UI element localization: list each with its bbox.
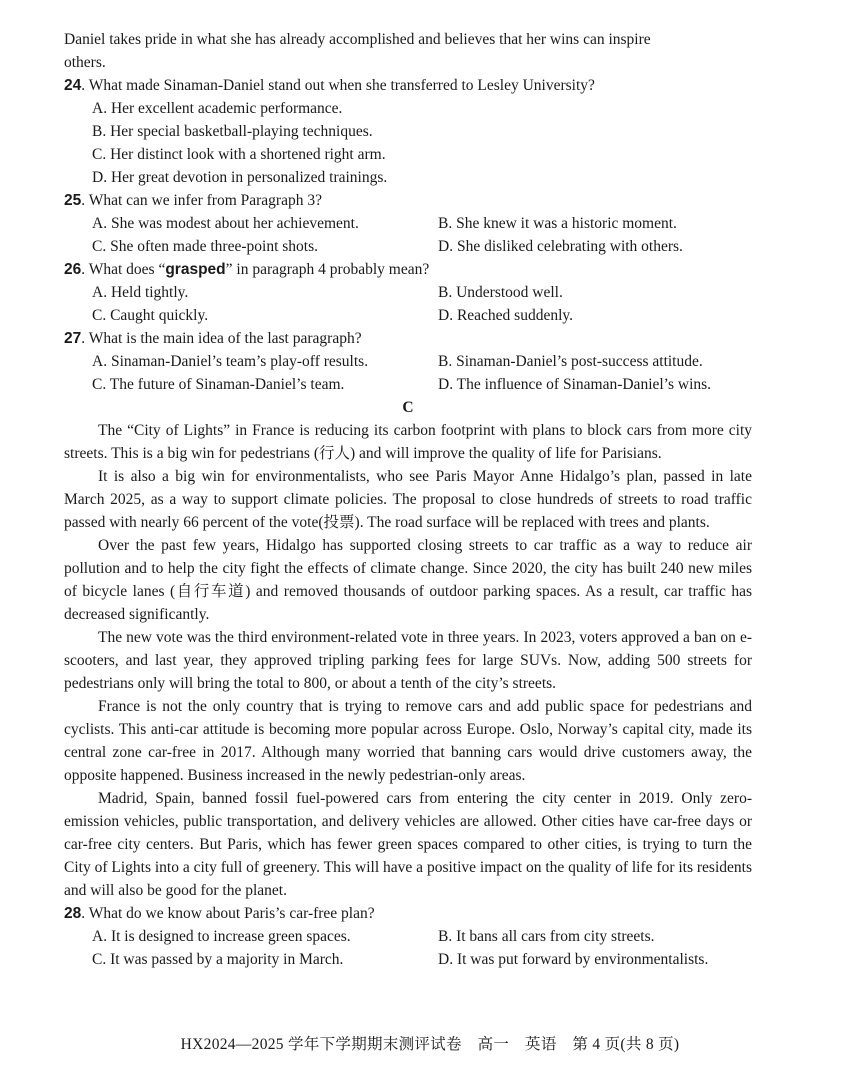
question-28 <box>64 902 752 971</box>
passage-paragraph: The new vote was the third environment-related vote in three years. In 2023, voters approved a ban on e-scooters, and last year, they approved tripling parking fees for large SUVs. Now, adding 500 streets for pedestrians only will bring the total to 800, or about a tenth of the city’s streets. <box>64 629 752 692</box>
option-a: A. It is designed to increase green spaces. <box>92 928 351 945</box>
question-number: 26 <box>64 261 82 278</box>
intro-tail-line: Daniel takes pride in what she has already accomplished and believes that her wins can inspire <box>64 31 651 48</box>
option-b: B. Sinaman-Daniel’s post-success attitude. <box>438 353 703 370</box>
passage-paragraph: Madrid, Spain, banned fossil fuel-powered cars from entering the city center in 2019. Only zero-emission vehicles, public transportation, and delivery vehicles are allowed. Other cities have car-free days or car-free city centers. But Paris, which has fewer green spaces compared to other cities, is trying to turn the City of Lights into a city full of greenery. This will have a positive impact on the quality of life for its residents and will also be good for the planet. <box>64 790 752 899</box>
question-stem: . What made Sinaman-Daniel stand out when she transferred to Lesley University? <box>81 77 595 94</box>
question-25 <box>64 189 752 258</box>
question-stem: . What can we infer from Paragraph 3? <box>81 192 322 209</box>
question-26 <box>64 258 752 327</box>
option-a: A. Her excellent academic performance. <box>92 100 343 117</box>
option-b: B. Her special basketball-playing techniques. <box>92 123 373 140</box>
option-b: B. She knew it was a historic moment. <box>438 215 677 232</box>
option-d: D. Her great devotion in personalized trainings. <box>92 169 388 186</box>
question-stem: . What do we know about Paris’s car-free plan? <box>81 905 375 922</box>
option-b: B. Understood well. <box>438 284 563 301</box>
option-c: C. She often made three-point shots. <box>92 238 318 255</box>
question-24 <box>64 74 752 189</box>
question-stem-pre: . What does “ <box>81 261 166 278</box>
question-27 <box>64 327 752 396</box>
passage-paragraph: Over the past few years, Hidalgo has supported closing streets to car traffic as a way to reduce air pollution and to help the city fight the effects of climate change. Since 2020, the city has built 240 new miles of bicycle lanes (自行车道) and removed thousands of outdoor parking spaces. As a result, car traffic has decreased significantly. <box>64 537 752 623</box>
passage-paragraph: France is not the only country that is trying to remove cars and add public space for pedestrians and cyclists. This anti-car attitude is becoming more popular across Europe. Oslo, Norway’s capital city, made its central zone car-free in 2017. Although many worried that banning cars would drive customers away, the opposite happened. Business increased in the newly pedestrian-only areas. <box>64 698 752 784</box>
option-a: A. Held tightly. <box>92 284 189 301</box>
question-number: 28 <box>64 905 82 922</box>
passage-paragraph: The “City of Lights” in France is reducing its carbon footprint with plans to block cars from more city streets. This is a big win for pedestrians (行人) and will improve the quality of life for Parisians. <box>64 422 752 462</box>
option-d: D. Reached suddenly. <box>438 307 574 324</box>
option-c: C. It was passed by a majority in March. <box>92 951 344 968</box>
option-a: A. She was modest about her achievement. <box>92 215 359 232</box>
option-c: C. Caught quickly. <box>92 307 209 324</box>
section-heading: C <box>402 399 414 416</box>
passage-c <box>64 419 752 902</box>
exam-page <box>64 28 752 971</box>
passage-paragraph: It is also a big win for environmentalists, who see Paris Mayor Anne Hidalgo’s plan, passed in late March 2025, as a way to support climate policies. The proposal to close hundreds of streets to road traffic passed with nearly 66 percent of the vote(投票). The road surface will be replaced with trees and plants. <box>64 468 752 531</box>
option-b: B. It bans all cars from city streets. <box>438 928 655 945</box>
question-number: 24 <box>64 77 82 94</box>
question-number: 25 <box>64 192 82 209</box>
question-keyword: grasped <box>165 261 226 278</box>
option-d: D. The influence of Sinaman-Daniel’s wins. <box>438 376 712 393</box>
option-c: C. The future of Sinaman-Daniel’s team. <box>92 376 345 393</box>
option-d: D. It was put forward by environmentalists. <box>438 951 709 968</box>
question-stem-post: ” in paragraph 4 probably mean? <box>225 261 430 278</box>
option-a: A. Sinaman-Daniel’s team’s play-off results. <box>92 353 369 370</box>
option-d: D. She disliked celebrating with others. <box>438 238 683 255</box>
option-c: C. Her distinct look with a shortened right arm. <box>92 146 386 163</box>
question-number: 27 <box>64 330 82 347</box>
intro-tail-line: others. <box>64 54 106 71</box>
question-stem: . What is the main idea of the last paragraph? <box>81 330 362 347</box>
page-footer: HX2024—2025 学年下学期期末测评试卷 高一 英语 第 4 页(共 8 页) <box>180 1036 680 1053</box>
